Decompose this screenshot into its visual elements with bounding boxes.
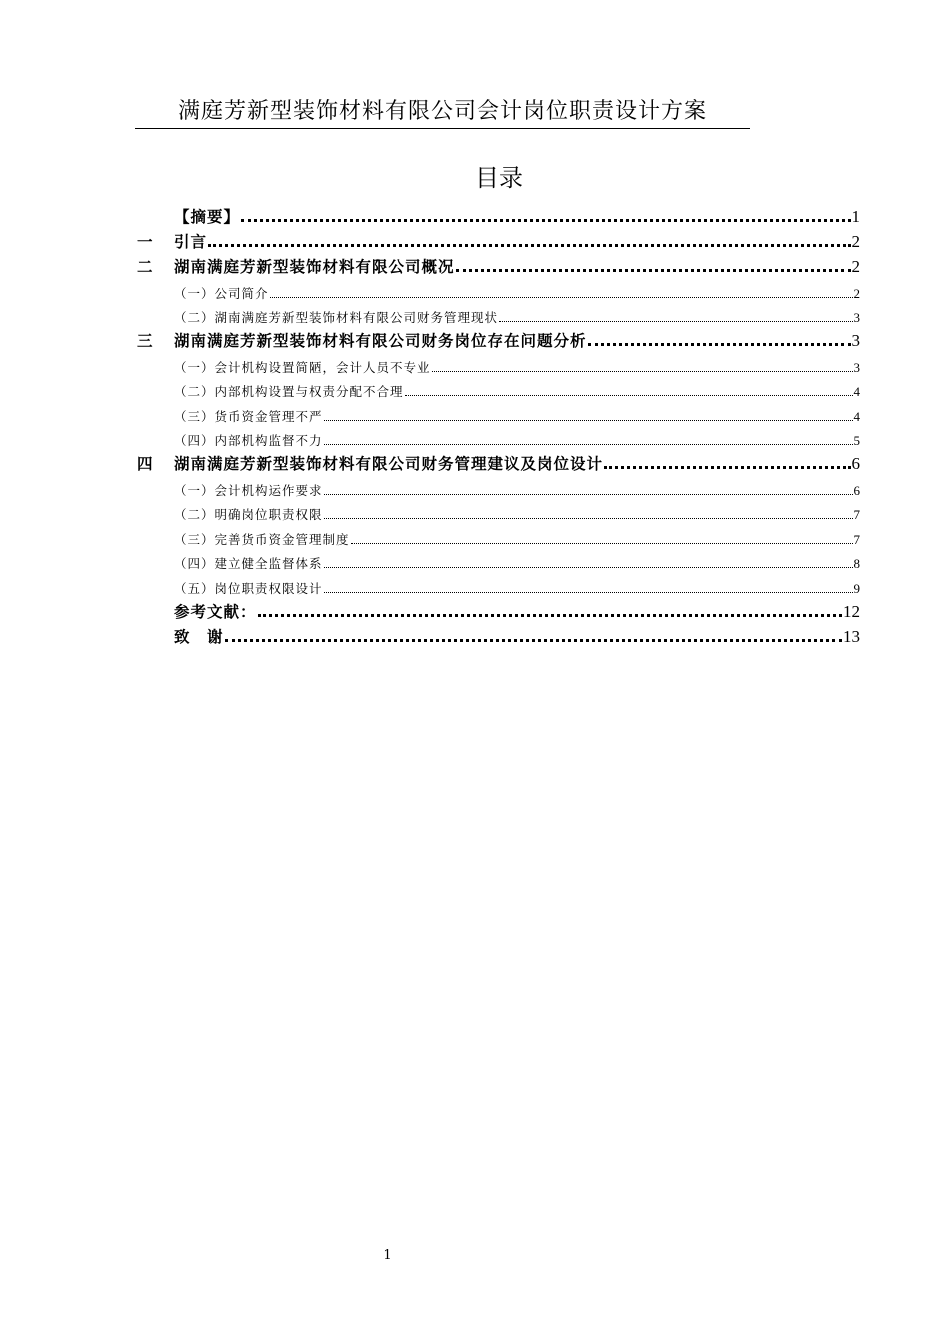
toc-leader-dots (351, 543, 853, 544)
toc-entry-label: 湖南满庭芳新型装饰材料有限公司概况 (174, 257, 455, 276)
toc-leader-dots (324, 420, 853, 421)
toc-entry-page: 2 (853, 285, 860, 301)
toc-entry[interactable] (137, 597, 860, 622)
toc-entry-label: 湖南满庭芳新型装饰材料有限公司财务岗位存在问题分析 (174, 331, 587, 350)
toc-entry-page: 3 (853, 310, 860, 325)
toc-entry-label: 【摘要】 (174, 207, 241, 226)
toc-heading: 目录 (475, 164, 523, 192)
toc-entry-page: 12 (843, 601, 860, 621)
toc-entry-page: 13 (843, 626, 860, 646)
toc-entry-page: 3 (853, 359, 860, 375)
table-of-contents (137, 202, 860, 647)
toc-entry-label: （五）岗位职责权限设计 (174, 580, 323, 596)
toc-entry[interactable] (137, 376, 860, 401)
toc-entry[interactable] (137, 227, 860, 252)
toc-leader-dots (324, 518, 853, 519)
toc-entry-page: 2 (851, 257, 860, 276)
toc-entry[interactable] (137, 252, 860, 277)
toc-entry-page: 4 (853, 384, 860, 399)
toc-leader-dots (241, 219, 850, 222)
toc-entry-number: 一 (137, 232, 153, 251)
toc-entry-page: 1 (851, 207, 860, 226)
toc-entry-page: 9 (853, 580, 860, 596)
toc-entry-label: （一）会计机构运作要求 (174, 482, 323, 498)
toc-entry-page: 4 (853, 408, 860, 424)
toc-leader-dots (258, 614, 842, 617)
toc-entry[interactable] (137, 400, 860, 425)
toc-entry-label: （二）明确岗位职责权限 (174, 507, 323, 522)
toc-entry[interactable] (137, 351, 860, 376)
toc-entry[interactable] (137, 499, 860, 524)
toc-entry[interactable] (137, 326, 860, 351)
toc-leader-dots (324, 592, 853, 593)
toc-entry-number: 二 (137, 257, 153, 276)
toc-entry[interactable] (137, 572, 860, 597)
toc-entry-label: （三）货币资金管理不严 (174, 408, 323, 424)
toc-entry-page: 6 (853, 482, 860, 498)
toc-entry[interactable] (137, 425, 860, 450)
toc-leader-dots (588, 343, 851, 346)
toc-leader-dots (208, 244, 850, 247)
toc-entry[interactable] (137, 523, 860, 548)
toc-entry-page: 6 (851, 454, 860, 473)
toc-leader-dots (432, 371, 853, 372)
toc-entry-label: 致 谢 (174, 626, 224, 646)
toc-leader-dots (270, 297, 853, 298)
toc-entry-label: 参考文献： (174, 601, 257, 621)
toc-entry[interactable] (137, 622, 860, 647)
toc-entry-page: 5 (853, 433, 860, 448)
toc-leader-dots (324, 444, 853, 445)
toc-entry[interactable] (137, 302, 860, 327)
toc-entry-number: 四 (137, 454, 153, 473)
toc-entry[interactable] (137, 449, 860, 474)
page-number: 1 (383, 1248, 392, 1263)
toc-entry-label: （一）会计机构设置简陋，会计人员不专业 (174, 359, 431, 375)
toc-entry[interactable] (137, 548, 860, 573)
toc-leader-dots (324, 494, 853, 495)
toc-entry-page: 7 (853, 507, 860, 522)
toc-entry-label: 引言 (174, 232, 208, 251)
toc-entry-page: 7 (853, 531, 860, 547)
toc-entry[interactable] (137, 202, 860, 227)
toc-entry-label: 湖南满庭芳新型装饰材料有限公司财务管理建议及岗位设计 (174, 454, 604, 473)
toc-leader-dots (225, 639, 842, 642)
toc-leader-dots (499, 321, 852, 322)
toc-entry-label: （二）内部机构设置与权责分配不合理 (174, 384, 404, 399)
toc-entry-page: 8 (853, 556, 860, 571)
toc-entry-label: （一）公司简介 (174, 285, 269, 301)
toc-leader-dots (456, 269, 851, 272)
toc-entry-page: 3 (851, 331, 860, 350)
toc-entry-label: （四）建立健全监督体系 (174, 556, 323, 571)
toc-leader-dots (324, 567, 853, 568)
document-title: 满庭芳新型装饰材料有限公司会计岗位职责设计方案 (135, 96, 750, 129)
toc-entry-label: （四）内部机构监督不力 (174, 433, 323, 448)
toc-leader-dots (604, 466, 850, 469)
toc-entry-label: （二）湖南满庭芳新型装饰材料有限公司财务管理现状 (174, 310, 499, 325)
toc-leader-dots (405, 395, 853, 396)
toc-entry-label: （三）完善货币资金管理制度 (174, 531, 350, 547)
toc-entry-number: 三 (137, 331, 153, 350)
toc-entry[interactable] (137, 277, 860, 302)
toc-entry-page: 2 (851, 232, 860, 251)
toc-entry[interactable] (137, 474, 860, 499)
